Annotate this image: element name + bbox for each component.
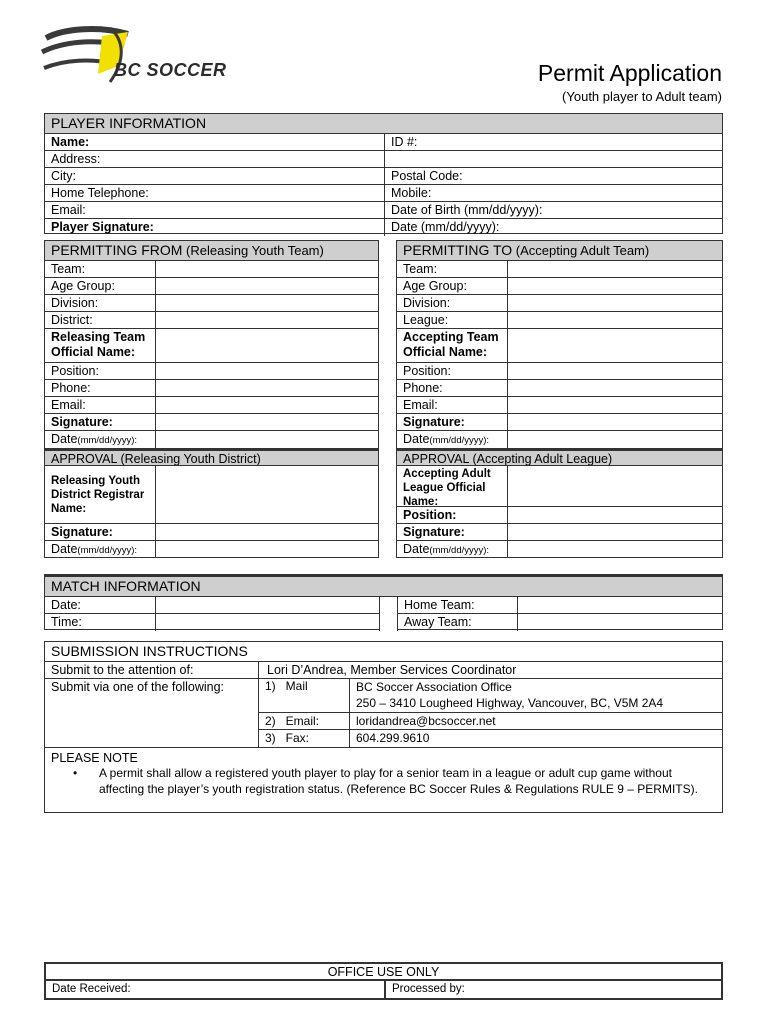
- to-age-group-label: Age Group:: [403, 279, 467, 293]
- player-city-label: City:: [51, 169, 76, 183]
- to-league-label: League:: [403, 313, 449, 327]
- from-position-label: Position:: [51, 364, 99, 378]
- page-subtitle: (Youth player to Adult team): [562, 89, 722, 104]
- please-note-heading: PLEASE NOTE: [51, 751, 138, 765]
- permitting-to-section: [396, 240, 723, 558]
- to-email-label: Email:: [403, 398, 438, 412]
- from-official-name-label: Releasing Team Official Name:: [51, 330, 146, 359]
- player-signature-label: Player Signature:: [51, 220, 154, 234]
- match-information-heading: MATCH INFORMATION: [45, 577, 722, 597]
- to-approval-signature-label: Signature:: [403, 525, 465, 539]
- to-approval-position-label: Position:: [403, 508, 457, 522]
- match-home-team-label: Home Team:: [404, 598, 475, 612]
- submit-attention-value: Lori D’Andrea, Member Services Coordinator: [267, 663, 517, 677]
- bc-soccer-logo: [40, 24, 250, 86]
- submit-attention-label: Submit to the attention of:: [51, 663, 194, 677]
- email-option-label: 2) Email:: [265, 714, 320, 728]
- player-postal-code-label: Postal Code:: [391, 169, 463, 183]
- player-address-blank: [385, 151, 391, 167]
- from-date-label: Date(mm/dd/yyyy):: [51, 432, 138, 446]
- mail-option-label: 1) Mail: [265, 679, 308, 693]
- to-position-label: Position:: [403, 364, 451, 378]
- please-note-text: A permit shall allow a registered youth player to play for a senior team in a league or adult cup game without affecting the player’s youth registration status. (Reference BC Soccer Rules & Regulations RULE 9 – PERMITS).: [99, 766, 698, 796]
- player-email-label: Email:: [51, 203, 86, 217]
- from-approval-heading: APPROVAL (Releasing Youth District): [45, 448, 378, 466]
- player-mobile-label: Mobile:: [391, 186, 432, 200]
- player-address-label: Address:: [51, 152, 101, 166]
- from-phone-label: Phone:: [51, 381, 91, 395]
- to-division-label: Division:: [403, 296, 451, 310]
- from-approval-date-label: Date(mm/dd/yyyy):: [51, 542, 138, 556]
- player-dob-label: Date of Birth (mm/dd/yyyy):: [391, 203, 543, 217]
- bullet-icon: •: [73, 766, 78, 780]
- match-away-team-label: Away Team:: [404, 615, 472, 629]
- player-date-label: Date (mm/dd/yyyy):: [391, 220, 500, 234]
- permitting-from-heading: PERMITTING FROM (Releasing Youth Team): [45, 241, 378, 261]
- to-approval-date-label: Date(mm/dd/yyyy):: [403, 542, 490, 556]
- mail-address-line2: 250 – 3410 Lougheed Highway, Vancouver, BC, V5M 2A4: [356, 696, 664, 710]
- registrar-name-label: Releasing Youth District Registrar Name:: [51, 475, 145, 515]
- please-note-block: [45, 747, 722, 797]
- to-phone-label: Phone:: [403, 381, 443, 395]
- match-information-section: [44, 574, 723, 630]
- processed-by-label: Processed by:: [384, 981, 721, 998]
- to-date-label: Date(mm/dd/yyyy):: [403, 432, 490, 446]
- date-received-label: Date Received:: [52, 983, 131, 995]
- to-official-name-label: Accepting Team Official Name:: [403, 330, 499, 359]
- player-home-telephone-label: Home Telephone:: [51, 186, 149, 200]
- office-use-section: [44, 962, 723, 1000]
- permitting-from-section: [44, 240, 379, 558]
- match-date-label: Date:: [51, 598, 81, 612]
- to-team-label: Team:: [403, 262, 438, 276]
- submit-via-label: Submit via one of the following:: [51, 680, 225, 694]
- player-information-section: [44, 113, 723, 234]
- from-team-label: Team:: [51, 262, 86, 276]
- to-approval-heading: APPROVAL (Accepting Adult League): [397, 448, 722, 466]
- office-use-heading: OFFICE USE ONLY: [46, 964, 721, 981]
- to-signature-label: Signature:: [403, 415, 465, 429]
- submission-instructions-section: [44, 641, 723, 813]
- match-time-label: Time:: [51, 615, 82, 629]
- permitting-to-heading: PERMITTING TO (Accepting Adult Team): [397, 241, 722, 261]
- player-id-label: ID #:: [391, 135, 418, 149]
- fax-option-value: 604.299.9610: [349, 730, 722, 747]
- page-title: Permit Application: [537, 60, 722, 86]
- logo-text: BC SOCCER: [114, 60, 227, 80]
- player-name-label: Name:: [51, 135, 90, 149]
- from-age-group-label: Age Group:: [51, 279, 115, 293]
- submission-heading: SUBMISSION INSTRUCTIONS: [45, 642, 722, 662]
- from-email-label: Email:: [51, 398, 86, 412]
- from-approval-signature-label: Signature:: [51, 525, 113, 539]
- player-information-heading: PLAYER INFORMATION: [45, 114, 722, 134]
- mail-address-line1: BC Soccer Association Office: [356, 680, 512, 694]
- from-signature-label: Signature:: [51, 415, 113, 429]
- league-official-name-label: Accepting Adult League Official Name:: [403, 468, 491, 506]
- from-division-label: Division:: [51, 296, 99, 310]
- fax-option-label: 3) Fax:: [265, 731, 310, 745]
- from-district-label: District:: [51, 313, 93, 327]
- email-option-value[interactable]: loridandrea@bcsoccer.net: [349, 713, 722, 729]
